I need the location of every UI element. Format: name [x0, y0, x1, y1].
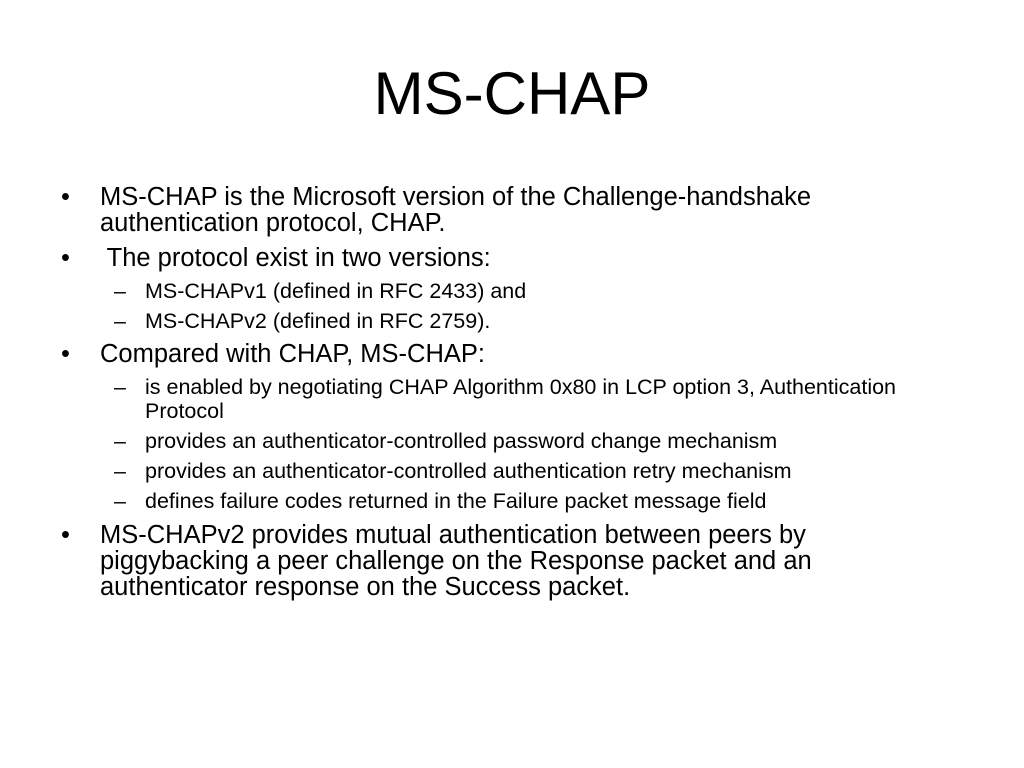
slide-title: MS-CHAP: [373, 60, 651, 127]
bullet-glyph: •: [61, 244, 70, 272]
bullet-glyph: •: [61, 183, 70, 211]
bullet-text: Compared with CHAP, MS-CHAP:: [100, 340, 485, 368]
sub-bullet-text: provides an authenticator-controlled authentication retry mechanism: [145, 459, 792, 483]
sub-bullet-item: [114, 459, 925, 483]
sub-bullet-text: defines failure codes returned in the Failure packet message field: [145, 489, 767, 513]
bullet-text: The protocol exist in two versions:: [100, 244, 491, 272]
sub-bullet-glyph: –: [114, 459, 126, 483]
bullet-text: MS-CHAP is the Microsoft version of the Challenge-handshake authentication protocol, CHAP.: [100, 183, 812, 237]
sub-bullet-glyph: –: [114, 309, 126, 333]
sub-bullet-text: MS-CHAPv1 (defined in RFC 2433) and: [145, 279, 527, 303]
sub-bullet-glyph: –: [114, 429, 126, 453]
sub-bullet-glyph: –: [114, 375, 126, 399]
sub-bullet-text: provides an authenticator-controlled password change mechanism: [145, 429, 778, 453]
sub-bullet-glyph: –: [114, 279, 126, 303]
sub-bullet-item: [114, 489, 925, 513]
bullet-glyph: •: [61, 340, 70, 368]
bullet-item: [61, 341, 910, 367]
sub-bullet-item: [114, 279, 925, 303]
bullet-text: MS-CHAPv2 provides mutual authentication between peers by piggybacking a peer challenge on the Response packet and an authenticator response on the Success packet.: [100, 521, 812, 601]
sub-bullet-item: [114, 375, 925, 423]
sub-bullet-item: [114, 429, 925, 453]
sub-bullet-glyph: –: [114, 489, 126, 513]
sub-bullet-text: MS-CHAPv2 (defined in RFC 2759).: [145, 309, 491, 333]
bullet-item: [61, 245, 910, 271]
sub-bullet-item: [114, 309, 925, 333]
bullet-glyph: •: [61, 521, 70, 549]
bullet-item: [61, 522, 910, 600]
bullet-item: [61, 184, 910, 236]
sub-bullet-text: is enabled by negotiating CHAP Algorithm 0x80 in LCP option 3, Authentication Protocol: [145, 375, 897, 423]
